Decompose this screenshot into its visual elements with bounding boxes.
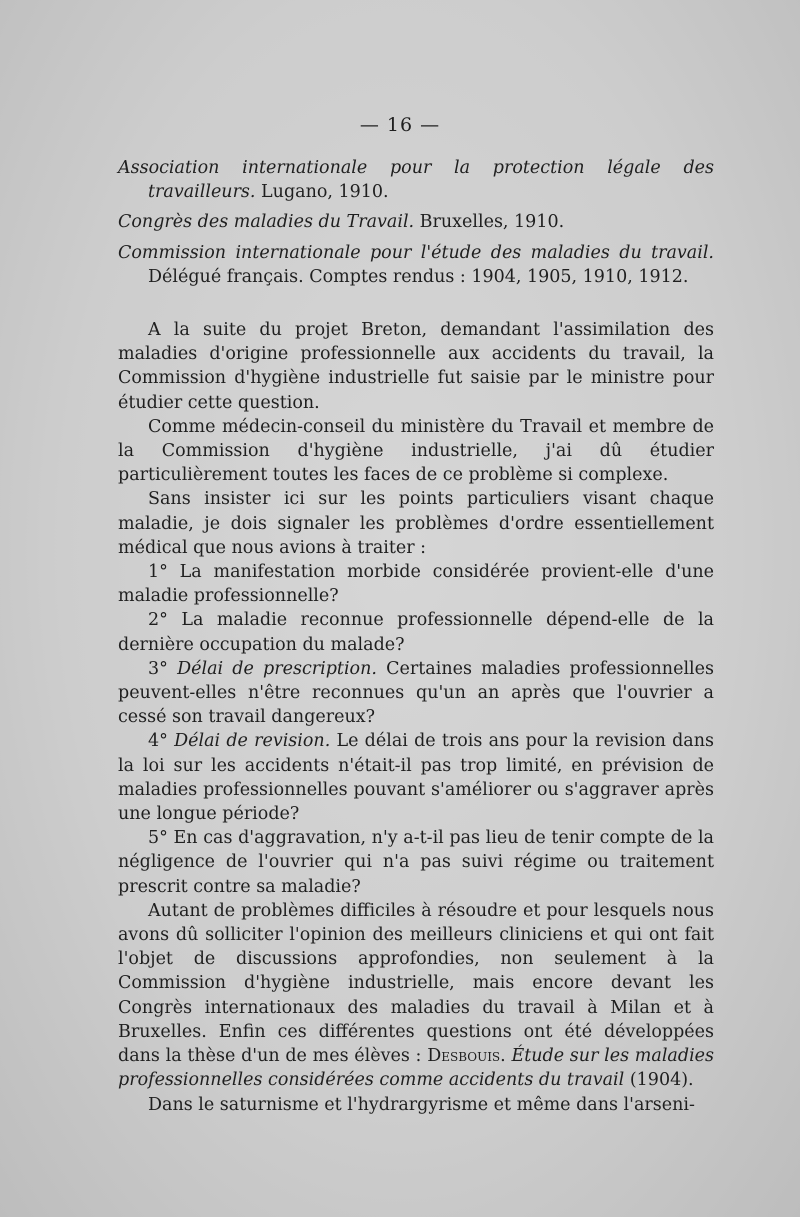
paragraph-text: Autant de problèmes difficiles à résoudre et pour lesquels nous avons dû solliciter l'opinion des meilleurs cliniciens et qui ont fait l'objet de discussions approfondies, non seulement à la Commission d'hygiène industrielle, mais encore devant les Congrès internationaux des maladies du travail à Milan et à Bruxelles. Enfin ces différentes questions ont été développées dans la thèse d'un de mes élèves : [118, 900, 714, 1067]
paragraph: Comme médecin-conseil du ministère du Travail et membre de la Commission d'hygiène industrielle, j'ai dû étudier particulièrement toutes les faces de ce problème si complexe. [118, 416, 714, 486]
question-item: 2° La maladie reconnue professionnelle dépend-elle de la dernière occupation du malade? [118, 610, 714, 655]
paragraph: A la suite du projet Breton, demandant l'assimilation des maladies d'origine professionnelle aux accidents du travail, la Commission d'hygiène industrielle fut saisie par le ministre pour étudier cette question. [118, 320, 714, 413]
reference-item [118, 210, 714, 234]
question-title: Délai de prescription. [177, 658, 377, 679]
question-item [118, 657, 714, 730]
question-text: Le délai de trois ans pour la revision dans la loi sur les accidents n'était-il pas trop limité, en prévision de maladies professionnelles pouvant s'améliorer ou s'aggraver après une longue période? [118, 731, 714, 825]
reference-title: Association internationale pour la protection légale des travailleurs. [118, 158, 714, 203]
question-title: Délai de revision. [174, 731, 331, 752]
paragraph: Dans le saturnisme et l'hydrargyrisme et même dans l'arseni- [148, 1094, 695, 1115]
reference-title: Congrès des maladies du Travail. [118, 212, 415, 233]
reference-detail: Délégué français. Comptes rendus : 1904, 1905, 1910, 1912. [148, 266, 689, 287]
thesis-year: (1904). [629, 1070, 694, 1091]
reference-item [118, 156, 714, 204]
paragraph: Sans insister ici sur les points particuliers visant chaque maladie, je dois signaler les problèmes d'ordre essentiellement médical que nous avions à traiter : [118, 489, 714, 558]
thesis-title: Étude sur les maladies professionnelles considérées comme accidents du travail [118, 1046, 715, 1091]
reference-detail: Bruxelles, 1910. [414, 212, 565, 233]
question-item [118, 729, 714, 826]
question-number: 4° [148, 731, 168, 752]
question-text: Certaines maladies professionnelles peuvent-elles n'être reconnues qu'un an après que l'ouvrier a cessé son travail dangereux? [118, 658, 714, 728]
author-name: Desbouis. [427, 1046, 506, 1067]
question-item: 1° La manifestation morbide considérée provient-elle d'une maladie professionnelle? [118, 562, 714, 607]
reference-item [118, 241, 714, 289]
reference-detail: Lugano, 1910. [255, 182, 389, 203]
question-number: 3° [148, 658, 168, 679]
body-text [118, 318, 714, 1117]
reference-list [118, 156, 714, 295]
reference-title: Commission internationale pour l'étude des maladies du travail. [118, 242, 714, 263]
paragraph [118, 899, 714, 1093]
page-number: — 16 — [359, 114, 441, 136]
question-item: 5° En cas d'aggravation, n'y a-t-il pas lieu de tenir compte de la négligence de l'ouvrier qui n'a pas suivi régime ou traitement prescrit contre sa maladie? [118, 828, 714, 897]
